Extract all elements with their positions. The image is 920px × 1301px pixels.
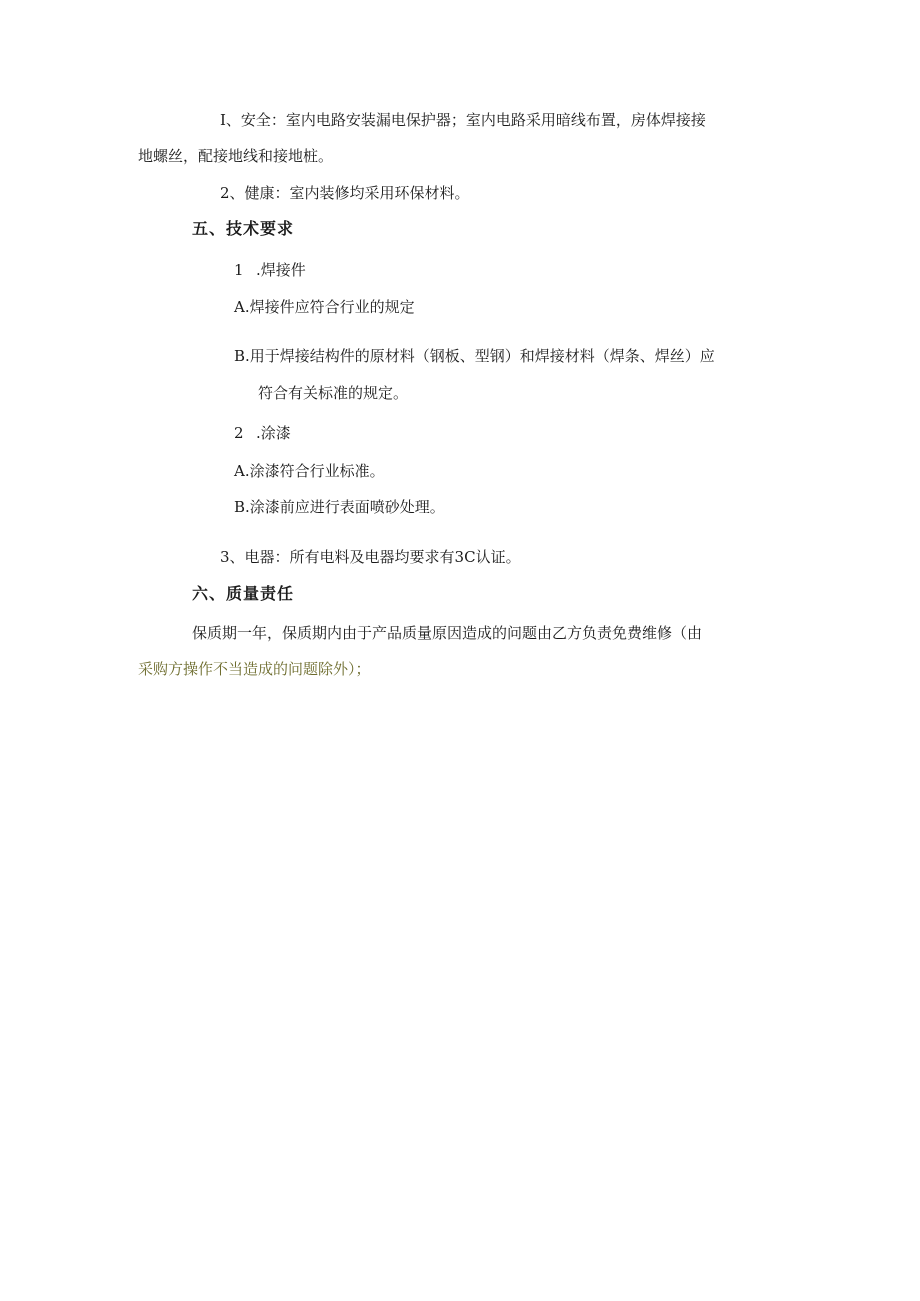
section-5-heading: 五、技术要求 bbox=[192, 219, 295, 238]
item-2-title bbox=[234, 423, 291, 443]
item-2-a: A.涂漆符合行业标准。 bbox=[234, 462, 385, 480]
item-1-title bbox=[234, 260, 306, 280]
section-6-heading: 六、质量责任 bbox=[192, 584, 295, 603]
safety-line-1: I、安全：室内电路安装漏电保护器；室内电路采用暗线布置，房体焊接接 bbox=[220, 111, 706, 129]
safety-line-2: 地螺丝，配接地线和接地桩。 bbox=[138, 147, 334, 165]
item-2-b: B.涂漆前应进行表面喷砂处理。 bbox=[234, 498, 445, 516]
item-1-b-line-2: 符合有关标准的规定。 bbox=[258, 384, 409, 402]
warranty-line-2: 采购方操作不当造成的问题除外）； bbox=[138, 660, 371, 678]
health-line: 2、健康：室内装修均采用环保材料。 bbox=[220, 184, 470, 202]
item-1-label: .焊接件 bbox=[256, 261, 306, 279]
item-1-b-line-1: B.用于焊接结构件的原材料（钢板、型钢）和焊接材料（焊条、焊丝）应 bbox=[234, 347, 715, 365]
warranty-line-1: 保质期一年，保质期内由于产品质量原因造成的问题由乙方负责免费维修（由 bbox=[192, 624, 703, 642]
item-3-line: 3、电器：所有电料及电器均要求有3C认证。 bbox=[220, 548, 521, 566]
item-1-a: A.焊接件应符合行业的规定 bbox=[234, 298, 415, 316]
item-2-number: 2 bbox=[234, 424, 244, 442]
item-2-label: .涂漆 bbox=[256, 424, 291, 442]
item-1-number: 1 bbox=[234, 261, 244, 279]
